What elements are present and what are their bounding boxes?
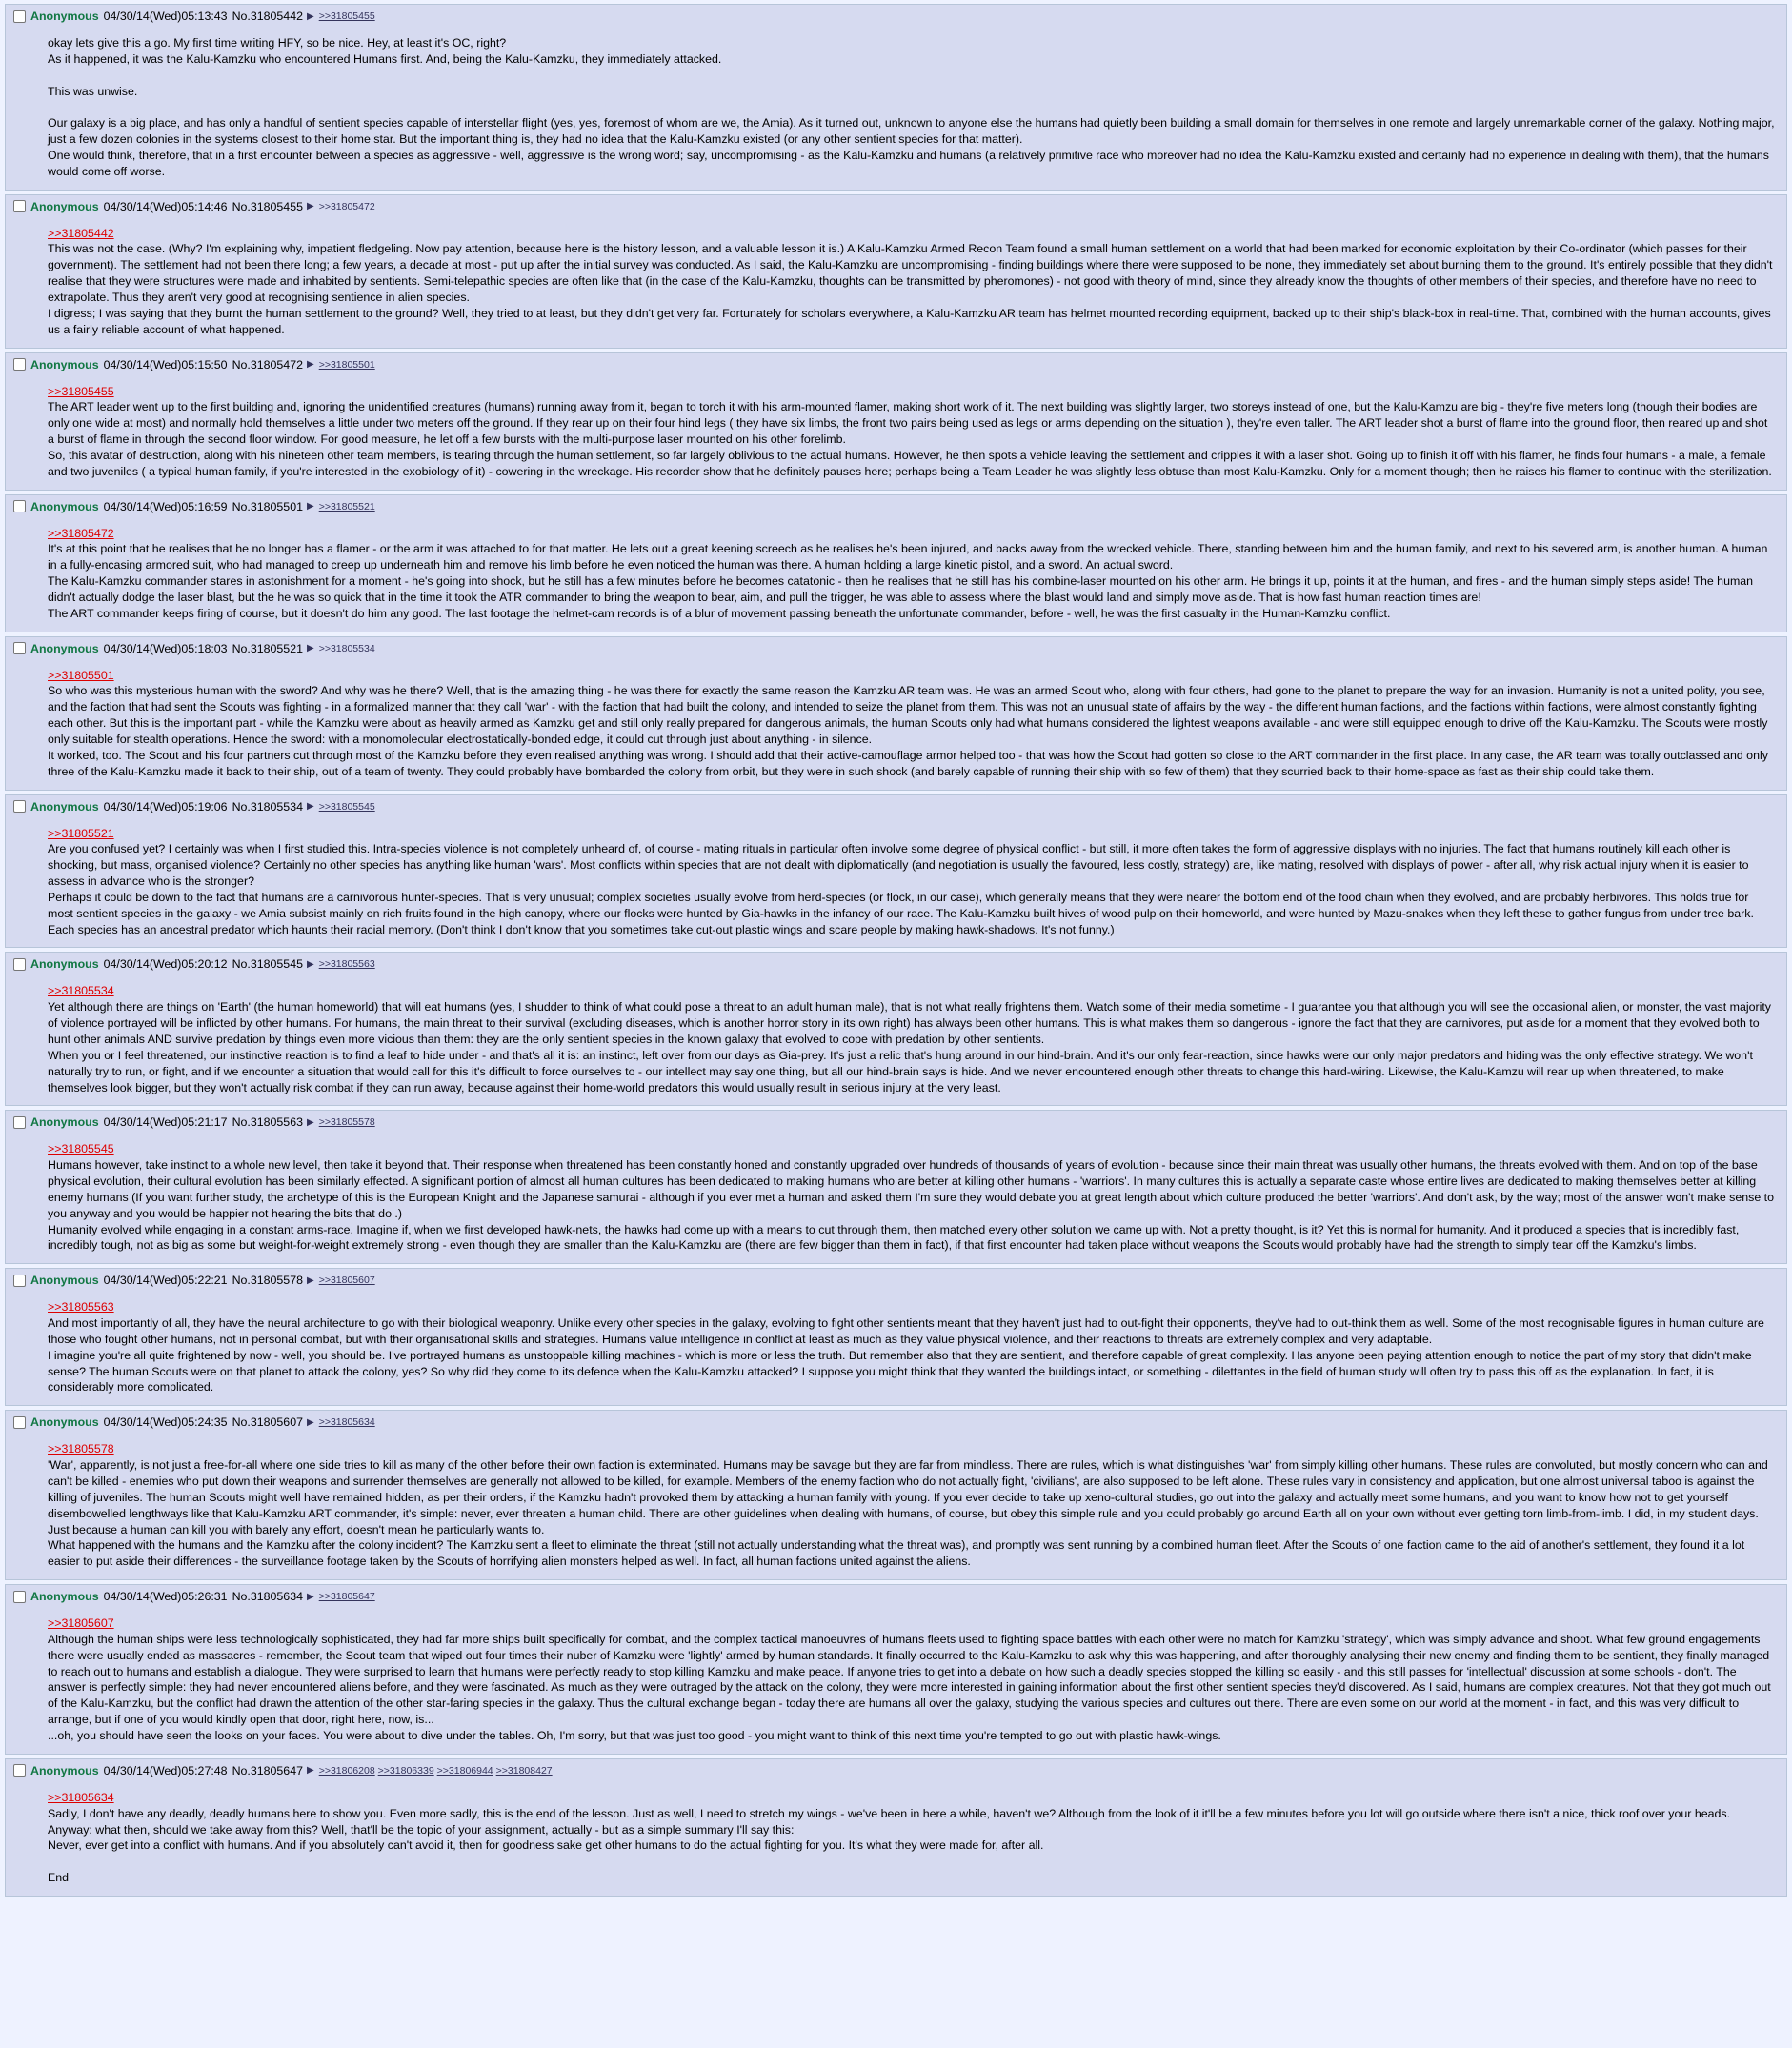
backlink[interactable]: >>31805545	[318, 800, 375, 813]
post-text-line: Our galaxy is a big place, and has only a handful of sentient species capable of interstellar flight (yes, yes, foremost of whom are we, the Amia). As it turned out, unknown to anyone else the humans had quietly been building a small domain for themselves in one remote and largely unremarkable corner of the galaxy. Nothing major, just a few dozen colonies in the systems closest to their home star. But the important thing is, they had no idea that the Kalu-Kamzku existed (or any other sentient species for that matter).	[48, 116, 1775, 147]
post-message	[48, 1299, 1777, 1395]
post-select-checkbox[interactable]	[13, 800, 26, 813]
post-menu-arrow-icon[interactable]: ▶	[306, 359, 314, 370]
backlink[interactable]: >>31805647	[318, 1591, 375, 1603]
post-info	[13, 955, 1777, 973]
post-text-line: Humans however, take instinct to a whole new level, then take it beyond that. Their response when threatened has been constantly honed and constantly upgraded over hundreds of thousands of years of evolution - because since their main threat was usually other humans, the threats evolved with them. And on top of the base physical evolution, their cultural evolution has been similarly effected. A significant portion of almost all human cultures has been dedicated to making humans who are better at killing other humans - 'warriors'. In many cultures this is actually a separate caste whose entire lives are dedicated to making themselves better at killing enemy humans (If you want further study, the archetype of this is the European Knight and the Japanese samurai - although if you ever met a human and asked them I'm sure they would debate you at great length about which culture produced the better 'warriors'. And don't ask, by the way; most of the answer won't make sense to you anyway and you would be happier not hearing the bits that do .)	[48, 1158, 1775, 1220]
post-select-checkbox[interactable]	[13, 958, 26, 971]
post-text-line: 'War', apparently, is not just a free-for-all where one side tries to kill as many of the other before their own faction is exterminated. Humans may be savage but they are far from mindless. There are rules, which is what distinguishes 'war' from simply killing other humans. These rules are convoluted, but mostly concern who can and can't be killed - enemies who put down their weapons and surrender themselves are generally not allowed to be killed, for example. Members of the enemy faction who do not actually fight, 'civilians', are also supposed to be left alone. These rules vary in consistency and application, but one almost universal taboo is against the killing of juveniles. The human Scouts might well have remained hidden, as per their orders, if the Kamzku hadn't provoked them by attacking a human family with young. If you ever decide to take up xeno-cultural studies, go out into the galaxy and actually meet some humans, and you want to know how not to get yourself disembowelled lengthways like that Kalu-Kamzku ART commander, it's simple: never, ever threaten a human child. There are other guidelines when dealing with humans, of course, but obey this simple rule and you could probably go around Earth all on your own without ever getting torn limb-from-limb. I did, in my student days. Just because a human can kill you with barely any effort, doesn't mean he particularly wants to.	[48, 1458, 1768, 1536]
backlink[interactable]: >>31805472	[318, 200, 375, 212]
poster-name: Anonymous	[30, 957, 99, 972]
backlink[interactable]: >>31805607	[318, 1275, 375, 1287]
post-date: 04/30/14(Wed)05:19:06	[103, 799, 228, 813]
post-menu-arrow-icon[interactable]: ▶	[306, 1116, 314, 1128]
post-31805563	[5, 1110, 1787, 1264]
post-message	[48, 1441, 1777, 1570]
quote-link[interactable]: >>31805563	[48, 1300, 114, 1315]
post-message	[48, 35, 1777, 180]
post-info	[13, 1272, 1777, 1289]
blank-line	[48, 99, 1777, 115]
poster-name: Anonymous	[30, 357, 99, 371]
quote-link[interactable]: >>31805578	[48, 1442, 114, 1456]
backlinks	[319, 201, 378, 212]
post-31805472	[5, 352, 1787, 491]
quote-link[interactable]: >>31805545	[48, 1142, 114, 1156]
post-31805647	[5, 1758, 1787, 1897]
post-select-checkbox[interactable]	[13, 200, 26, 212]
post-menu-arrow-icon[interactable]: ▶	[306, 1275, 314, 1286]
backlink[interactable]: >>31805534	[318, 642, 375, 654]
post-message	[48, 1790, 1777, 1886]
post-number-link[interactable]: No.31805521	[232, 641, 303, 655]
post-text-line: Never, ever get into a conflict with humans. And if you absolutely can't avoid it, then for goodness sake get other humans to do the actual fighting for you. It's what they were made for, after all.	[48, 1838, 1044, 1853]
post-menu-arrow-icon[interactable]: ▶	[306, 1591, 314, 1602]
post-text-line: Humanity evolved while engaging in a constant arms-race. Imagine if, when we first developed hawk-nets, the hawks had come up with a means to cut through them, then matched every other solution we came up with. Not a pretty thought, is it? Yet this is normal for humanity. And it produced a species that is incredibly fast, incredibly tough, not as big as some but weight-for-weight extremely strong - even though they are smaller than the Kalu-Kamzku are (there are few bigger than them in fact), if that first encounter had taken place without weapons the Scouts would probably have had the strength to simply tear off the Kamzku's limbs.	[48, 1222, 1740, 1253]
post-text-line: This was not the case. (Why? I'm explaining why, impatient fledgeling. Now pay attention, because here is the history lesson, and a valuable lesson it is.) A Kalu-Kamzku Armed Recon Team found a small human settlement on a world that had been marked for economic exploitation by their Co-ordinator (which passes for their government). The settlement had not been there long; a few years, a decade at most - put up after the initial survey was conducted. As I said, the Kalu-Kamzku are uncompromising - finding buildings where there were supposed to be none, they immediately set about burning them to the ground. It's entirely possible that they didn't realise that they were structures were made and inhabited by sentients. Semi-telepathic species are often like that (in the case of the Kalu-Kamzku, thoughts can be transmitted by pheromones) - not good with theory of mind, since they already know the thoughts of other members of their species, and therefore have no need to extrapolate. Thus they aren't very good at recognising sentience in alien species.	[48, 242, 1773, 304]
poster-name: Anonymous	[30, 499, 99, 513]
post-date: 04/30/14(Wed)05:15:50	[103, 357, 228, 371]
post-text-line: When you or I feel threatened, our instinctive reaction is to find a leaf to hide under - and that's all it is: an instinct, left over from our days as Gia-prey. It's just a relic that's hung around in our hind-brain. And it's our only fear-reaction, since hawks were our only major predators and hiding was the only effective strategy. We won't naturally try to run, or fight, and if we encounter a situation that would call for this it's difficult to force ourselves to - our intellect may say one thing, but all our hind-brain says is hide. And we never encountered enough other threats to change this hard-wiring. Likewise, the Kalu-Kamzu will rear up when threatened, to make themselves look bigger, but they won't actually risk combat if they can run away, because against their home-world predators this would usually result in serious injury at the very least.	[48, 1048, 1753, 1094]
quote-link[interactable]: >>31805534	[48, 984, 114, 998]
poster-name: Anonymous	[30, 1590, 99, 1604]
quote-link[interactable]: >>31805501	[48, 668, 114, 682]
post-date: 04/30/14(Wed)05:20:12	[103, 957, 228, 972]
backlink[interactable]: >>31806339	[377, 1764, 434, 1777]
post-date: 04/30/14(Wed)05:26:31	[103, 1590, 228, 1604]
post-text-line: I imagine you're all quite frightened by now - well, you should be. I've portrayed humans as unstoppable killing machines - which is more or less the truth. But remember also that they are sentient, and therefore capable of great complexity. Has anyone been paying attention enough to notice the part of my story that didn't make sense? The human Scouts were on that planet to attack the colony, yes? So why did they come to its defence when the Kalu-Kamzku attacked? I suppose you might think that they wanted the buildings intact, or something - dilettantes in the field of human study will often try to pass this off as the explanation. In fact, it is considerably more complicated.	[48, 1348, 1752, 1395]
post-select-checkbox[interactable]	[13, 642, 26, 654]
post-text-line: This was unwise.	[48, 84, 138, 98]
backlinks	[319, 501, 378, 512]
poster-name: Anonymous	[30, 1416, 99, 1430]
post-menu-arrow-icon[interactable]: ▶	[306, 1416, 314, 1428]
backlinks	[319, 801, 378, 813]
poster-name: Anonymous	[30, 10, 99, 23]
post-text-line: What happened with the humans and the Kamzku after the colony incident? The Kamzku sent a fleet to eliminate the threat (still not actually understanding what the threat was), and promptly was sent running by a combined human fleet. After the Scouts of one faction came to the aid of another's settlement, they found it a lot easier to put aside their differences - the surveillance footage taken by the Scouts of horrifying alien monsters helped as well. In fact, all human factions united against the aliens.	[48, 1538, 1745, 1569]
post-text-line: The Kalu-Kamzku commander stares in astonishment for a moment - he's going into shock, but he still has a few minutes before he becomes catatonic - then he realises that he still has his combine-laser mounted on his other arm. He brings it up, points it at the human, and fires - and the human simply steps aside! The human didn't actually dodge the laser blast, but the he was so quick that in the time it took the ATR commander to bring the weapon to bear, aim, and pull the trigger, he was able to assess where the blast would land and simply move aside. That is how fast human reaction times are!	[48, 574, 1754, 604]
post-info	[13, 198, 1777, 215]
post-31805442	[5, 4, 1787, 191]
quote-link[interactable]: >>31805634	[48, 1790, 114, 1804]
post-message	[48, 1141, 1777, 1254]
post-text-line: And most importantly of all, they have the neural architecture to go with their biological weaponry. Unlike every other species in the galaxy, evolving to fight other sentients meant that they haven't just had to out-fight their opponents, they've had to out-think them as well. Some of the most recognisable figures in human culture are those who fought other humans, not in personal combat, but with their organisational skills and strategies. Humans value intelligence in conflict at least as much as they value physical violence, and their reactions to threats are extremely complex and very adaptable.	[48, 1316, 1764, 1346]
post-number-link[interactable]: No.31805634	[232, 1590, 303, 1604]
post-31805521	[5, 636, 1787, 791]
post-message	[48, 668, 1777, 780]
post-select-checkbox[interactable]	[13, 1764, 26, 1777]
post-date: 04/30/14(Wed)05:27:48	[103, 1763, 228, 1777]
post-info	[13, 1762, 1777, 1779]
post-31805534	[5, 794, 1787, 949]
post-text-line: So, this avatar of destruction, along with his nineteen other team members, is tearing through the human settlement, so far largely oblivious to the actual humans. However, he then spots a vehicle leaving the settlement and cripples it with a laser shot. Going up to finish it off with his flamer, he finds four humans - a male, a female and two juveniles ( a typical human family, if you're interested in the exobiology of it) - cowering in the wreckage. His recorder show that he definitely pauses here; perhaps being a Team Leader he was slightly less obtuse than most Kalu-Kamzku. Only for a moment though; then he raises his flamer to continue with the sterilization.	[48, 448, 1772, 478]
post-info	[13, 1588, 1777, 1605]
post-date: 04/30/14(Wed)05:21:17	[103, 1115, 228, 1130]
post-message	[48, 1616, 1777, 1744]
post-menu-arrow-icon[interactable]: ▶	[306, 1765, 314, 1777]
backlinks	[319, 1416, 378, 1428]
post-menu-arrow-icon[interactable]: ▶	[306, 10, 314, 22]
backlinks	[319, 643, 378, 654]
post-31805455	[5, 194, 1787, 349]
backlink[interactable]: >>31805578	[318, 1116, 375, 1129]
post-select-checkbox[interactable]	[13, 10, 26, 23]
backlink[interactable]: >>31805563	[318, 958, 375, 971]
quote-link[interactable]: >>31805455	[48, 384, 114, 398]
backlinks	[319, 1275, 378, 1286]
post-text-line: I digress; I was saying that they burnt the human settlement to the ground? Well, they tried to at least, but they didn't get very far. Fortunately for scholars everywhere, a Kalu-Kamzku AR team has helmet mounted recording equipment, backed up to their ship's black-box in real-time. That, combined with the human accounts, gives us a fairly reliable account of what happened.	[48, 306, 1771, 336]
post-menu-arrow-icon[interactable]: ▶	[306, 643, 314, 654]
post-date: 04/30/14(Wed)05:22:21	[103, 1274, 228, 1288]
post-text-line: Although the human ships were less technologically sophisticated, they had far more ships built specifically for combat, and the complex tactical manoeuvres of humans fleets used to fighting space battles with each other were no match for Kamzku 'strategy', which was simply advance and shoot. What few ground engagements there were usually ended as massacres - remember, the Scout team that wiped out four times their nuber of Kamzku were 'lightly' armed by human standards. It finally occurred to the Kalu-Kamzku to ask why this was happening, and after thoroughly analysing their new enemy and finding them to be sentient, they finally managed to reach out to humans and establish a dialogue. They were surprised to learn that humans were perfectly ready to stop killing Kamzku and make peace. If anyone tries to get into a debate on how such a deadly species stopped the killing so easily - and this still passes for 'intellectual' discussion at some schools - don't. The answer is perfectly simple: they had never encountered aliens before, and they were fascinated. As much as they were outraged by the attack on the colony, they were more interested in gaining information about the first other sentient species they'd discovered. As I said, humans are complex creatures. Not that they got much out of the Kalu-Kamzku, but the conflict had drawn the attention of the other star-faring species in the galaxy. Thus the cultural exchange began - today there are humans all over the galaxy, studying the various species and cultures out there. There are even some on our world at the moment - in fact, and this was very difficult to arrange, but if one of you would kindly open that door, right here, now, is...	[48, 1632, 1771, 1727]
post-info	[13, 1414, 1777, 1431]
post-select-checkbox[interactable]	[13, 500, 26, 512]
backlinks	[319, 1765, 555, 1777]
post-number-link[interactable]: No.31805578	[232, 1274, 303, 1288]
backlink[interactable]: >>31805634	[318, 1416, 375, 1429]
poster-name: Anonymous	[30, 199, 99, 213]
post-message	[48, 983, 1777, 1095]
post-text-line: One would think, therefore, that in a first encounter between a species as aggressive - well, aggressive is the wrong word; say, uncompromising - as the Kalu-Kamzku and humans (a relatively primitive race who moreover had no idea the Kalu-Kamzku existed and certainly had no experience in dealing with them), that the humans would come off worse.	[48, 148, 1769, 178]
post-select-checkbox[interactable]	[13, 1416, 26, 1429]
backlink[interactable]: >>31808427	[495, 1764, 553, 1777]
backlinks	[319, 958, 378, 970]
post-message	[48, 826, 1777, 938]
blank-line	[48, 68, 1777, 84]
post-info	[13, 640, 1777, 657]
post-menu-arrow-icon[interactable]: ▶	[306, 501, 314, 512]
post-date: 04/30/14(Wed)05:16:59	[103, 499, 228, 513]
post-31805578	[5, 1268, 1787, 1406]
post-number-link[interactable]: No.31805472	[232, 357, 303, 371]
quote-link[interactable]: >>31805607	[48, 1616, 114, 1631]
post-text-line: The ART commander keeps firing of course, but it doesn't do him any good. The last footage the helmet-cam records is of a blur of movement passing beneath the unfortunate commander, before - well, he was the first casualty in the Human-Kamzku conflict.	[48, 606, 1391, 620]
post-number-link[interactable]: No.31805563	[232, 1115, 303, 1130]
post-number-link[interactable]: No.31805647	[232, 1763, 303, 1777]
post-number-link[interactable]: No.31805442	[232, 10, 303, 23]
backlink[interactable]: >>31806944	[436, 1764, 493, 1777]
post-menu-arrow-icon[interactable]: ▶	[306, 201, 314, 212]
post-number-link[interactable]: No.31805534	[232, 799, 303, 813]
post-message	[48, 526, 1777, 622]
post-menu-arrow-icon[interactable]: ▶	[306, 801, 314, 813]
post-text-line: So who was this mysterious human with the sword? And why was he there? Well, that is the amazing thing - he was there for exactly the same reason the Kamzku AR team was. He was an armed Scout who, along with four others, had gone to the planet to prepare the way for an invasion. Humanity is not a united polity, you see, and the faction that had sent the Scouts was fighting - in a formalized manner that they call 'war' - with the faction that had built the colony, and intended to seize the planet from them. This was not an unusual state of affairs by the way - the different human factions, and the factions within factions, were almost constantly fighting each other. But this is the important part - while the Kamzku were about as heavily armed as Kamzku get and still only really prepared for dangerous animals, the human Scouts only had what humans considered the lightest weapons available - and were still equipped enough to drive off the Kalu-Kamzku. The Scouts were mostly only suitable for stealth operations. Hence the sword: with a monomolecular electrostatically-bonded edge, it could cut through just about anything - in silence.	[48, 684, 1768, 746]
post-date: 04/30/14(Wed)05:24:35	[103, 1416, 228, 1430]
post-text-line: The ART leader went up to the first building and, ignoring the unidentified creatures (humans) running away from it, began to torch it with his arm-mounted flamer, making short work of it. The next building was slightly larger, two storeys instead of one, but the Kalu-Kamzu are big - they're five meters long (though their bodies are only one wide at most) and normally hold themselves a little under two meters off the ground. If they rear up on their four hind legs ( they have six limbs, the front two pairs being used as legs or arms depending on the situation ), they're even taller. The ART leader shot a burst of flame into the ground floor, then reared up and shot a burst of flame in through the second floor window. For good measure, he let off a few bursts with the multi-purpose laser mounted on his other forelimb.	[48, 400, 1768, 447]
post-31805501	[5, 494, 1787, 632]
quote-link[interactable]: >>31805521	[48, 826, 114, 840]
post-info	[13, 356, 1777, 373]
post-text-line: It worked, too. The Scout and his four partners cut through most of the Kamzku before they even realised anything was wrong. I should add that their active-camouflage armor helped too - that was how the Scout had gotten so close to the ART commander in the first place. In any case, the AR team was totally outclassed and only three of the Kalu-Kamzku made it back to their ship, out of a team of twenty. They could probably have bombarded the colony from orbit, but they were in such shock (and barely capable of running their ship with so few of them) that they scurried back to their home-space as fast as their ship could take them.	[48, 748, 1768, 778]
post-number-link[interactable]: No.31805545	[232, 957, 303, 972]
post-info	[13, 8, 1777, 25]
post-text-line: End	[48, 1871, 70, 1885]
post-select-checkbox[interactable]	[13, 1275, 26, 1287]
quote-link[interactable]: >>31805472	[48, 526, 114, 540]
poster-name: Anonymous	[30, 1763, 99, 1777]
post-select-checkbox[interactable]	[13, 1116, 26, 1129]
post-select-checkbox[interactable]	[13, 1591, 26, 1603]
quote-link[interactable]: >>31805442	[48, 226, 114, 240]
post-text-line: Are you confused yet? I certainly was when I first studied this. Intra-species violence is not completely unheard of, of course - mating rituals in particular often involve some degree of physical conflict - but still, it more often takes the form of aggressive displays with no injuries. The fact that humans routinely kill each other is shocking, but mass, organised violence? Certainly no other species has anything like human 'wars'. Most conflicts within species that are not dealt with diplomatically (and negotiation is usually the favoured, less costly, strategy) are, like mating, resolved with displays of power - after all, why risk actual injury when it is easier to assess in advance who is the stronger?	[48, 842, 1749, 889]
poster-name: Anonymous	[30, 641, 99, 655]
post-text-line: Sadly, I don't have any deadly, deadly humans here to show you. Even more sadly, this is the end of the lesson. Just as well, I need to stretch my wings - we've been in here a while, haven't we? Although from the look of it it'll be a few minutes before you lot will go outside where there isn't a nice, thick roof over your heads. Anyway: what then, should we take away from this? Well, that'll be the topic of your assignment, actually - but as a simple summary I'll say this:	[48, 1806, 1731, 1837]
post-info	[13, 798, 1777, 815]
backlink[interactable]: >>31805455	[318, 10, 375, 22]
post-menu-arrow-icon[interactable]: ▶	[306, 958, 314, 970]
post-text-line: ...oh, you should have seen the looks on your faces. You were about to dive under the tables. Oh, I'm sorry, but that was just too good - you might want to think of this next time you're tempted to go out with plastic hawk-wings.	[48, 1728, 1221, 1742]
post-message	[48, 384, 1777, 480]
backlinks	[319, 10, 378, 22]
poster-name: Anonymous	[30, 1115, 99, 1130]
post-31805607	[5, 1410, 1787, 1580]
post-text-line: It's at this point that he realises that he no longer has a flamer - or the arm it was attached to for that matter. He lets out a great keening screech as he realises he's been injured, and backs away from the wrecked vehicle. There, standing between him and the human family, and next to his severed arm, is another human. A human in a fully-encasing armored suit, who had managed to creep up underneath him and remove his limb before he even noticed the human was there. A human holding a large kinetic pistol, and a sword. An actual sword.	[48, 542, 1768, 572]
backlinks	[319, 359, 378, 371]
post-text-line: okay lets give this a go. My first time writing HFY, so be nice. Hey, at least it's OC, right?	[48, 36, 507, 50]
backlink[interactable]: >>31806208	[318, 1764, 375, 1777]
post-select-checkbox[interactable]	[13, 358, 26, 371]
post-date: 04/30/14(Wed)05:13:43	[103, 10, 228, 23]
post-info	[13, 498, 1777, 515]
poster-name: Anonymous	[30, 799, 99, 813]
post-text-line: As it happened, it was the Kalu-Kamzku who encountered Humans first. And, being the Kalu-Kamzku, they immediately attacked.	[48, 51, 722, 66]
backlinks	[319, 1116, 378, 1128]
backlink[interactable]: >>31805501	[318, 358, 375, 371]
backlink[interactable]: >>31805521	[318, 500, 375, 512]
post-31805545	[5, 952, 1787, 1106]
post-text-line: Perhaps it could be down to the fact that humans are a carnivorous hunter-species. That is very unusual; complex societies usually evolve from herd-species (or flock, in our case), which generally means that they were nearer the bottom end of the food chain when they evolved, and are probably herbivores. This holds true for most sentient species in the galaxy - we Amia subsist mainly on rich fruits found in the high canopy, where our flocks were hunted by Gia-hawks in the infancy of our race. The Kalu-Kamzku built hives of wood pulp on their homeworld, and were hunted by Mazu-snakes when they left these to gather fungus from under tree bark. Each species has an ancestral predator which haunts their racial memory. (Don't think I don't know that you sometimes take cut-out plastic wings and scare people by making hawk-shadows. It's not funny.)	[48, 890, 1754, 936]
post-date: 04/30/14(Wed)05:18:03	[103, 641, 228, 655]
post-number-link[interactable]: No.31805455	[232, 199, 303, 213]
post-number-link[interactable]: No.31805607	[232, 1416, 303, 1430]
post-message	[48, 226, 1777, 338]
backlinks	[319, 1591, 378, 1602]
post-number-link[interactable]: No.31805501	[232, 499, 303, 513]
blank-line	[48, 1854, 1777, 1870]
poster-name: Anonymous	[30, 1274, 99, 1288]
post-info	[13, 1114, 1777, 1131]
post-31805634	[5, 1584, 1787, 1755]
post-text-line: Yet although there are things on 'Earth' (the human homeworld) that will eat humans (yes, I shudder to think of what could pose a threat to an adult human male), that is not what really frightens them. Watch some of their media sometime - I guarantee you that although you will see the occasional alien, or monster, the vast majority of violence portrayed will be inflicted by other humans. For humans, the main threat to their survival (excluding diseases, which is another horror story in its own right) has always been other humans. This is what makes them so dangerous - ignore the fact that they are carnivores, put aside for a moment that they evolved both to hunt other animals AND survive predation by things even more vicious than them: they are the only sentient species in the known galaxy that evolved to cope with predation by other sentients.	[48, 1000, 1771, 1046]
post-date: 04/30/14(Wed)05:14:46	[103, 199, 228, 213]
